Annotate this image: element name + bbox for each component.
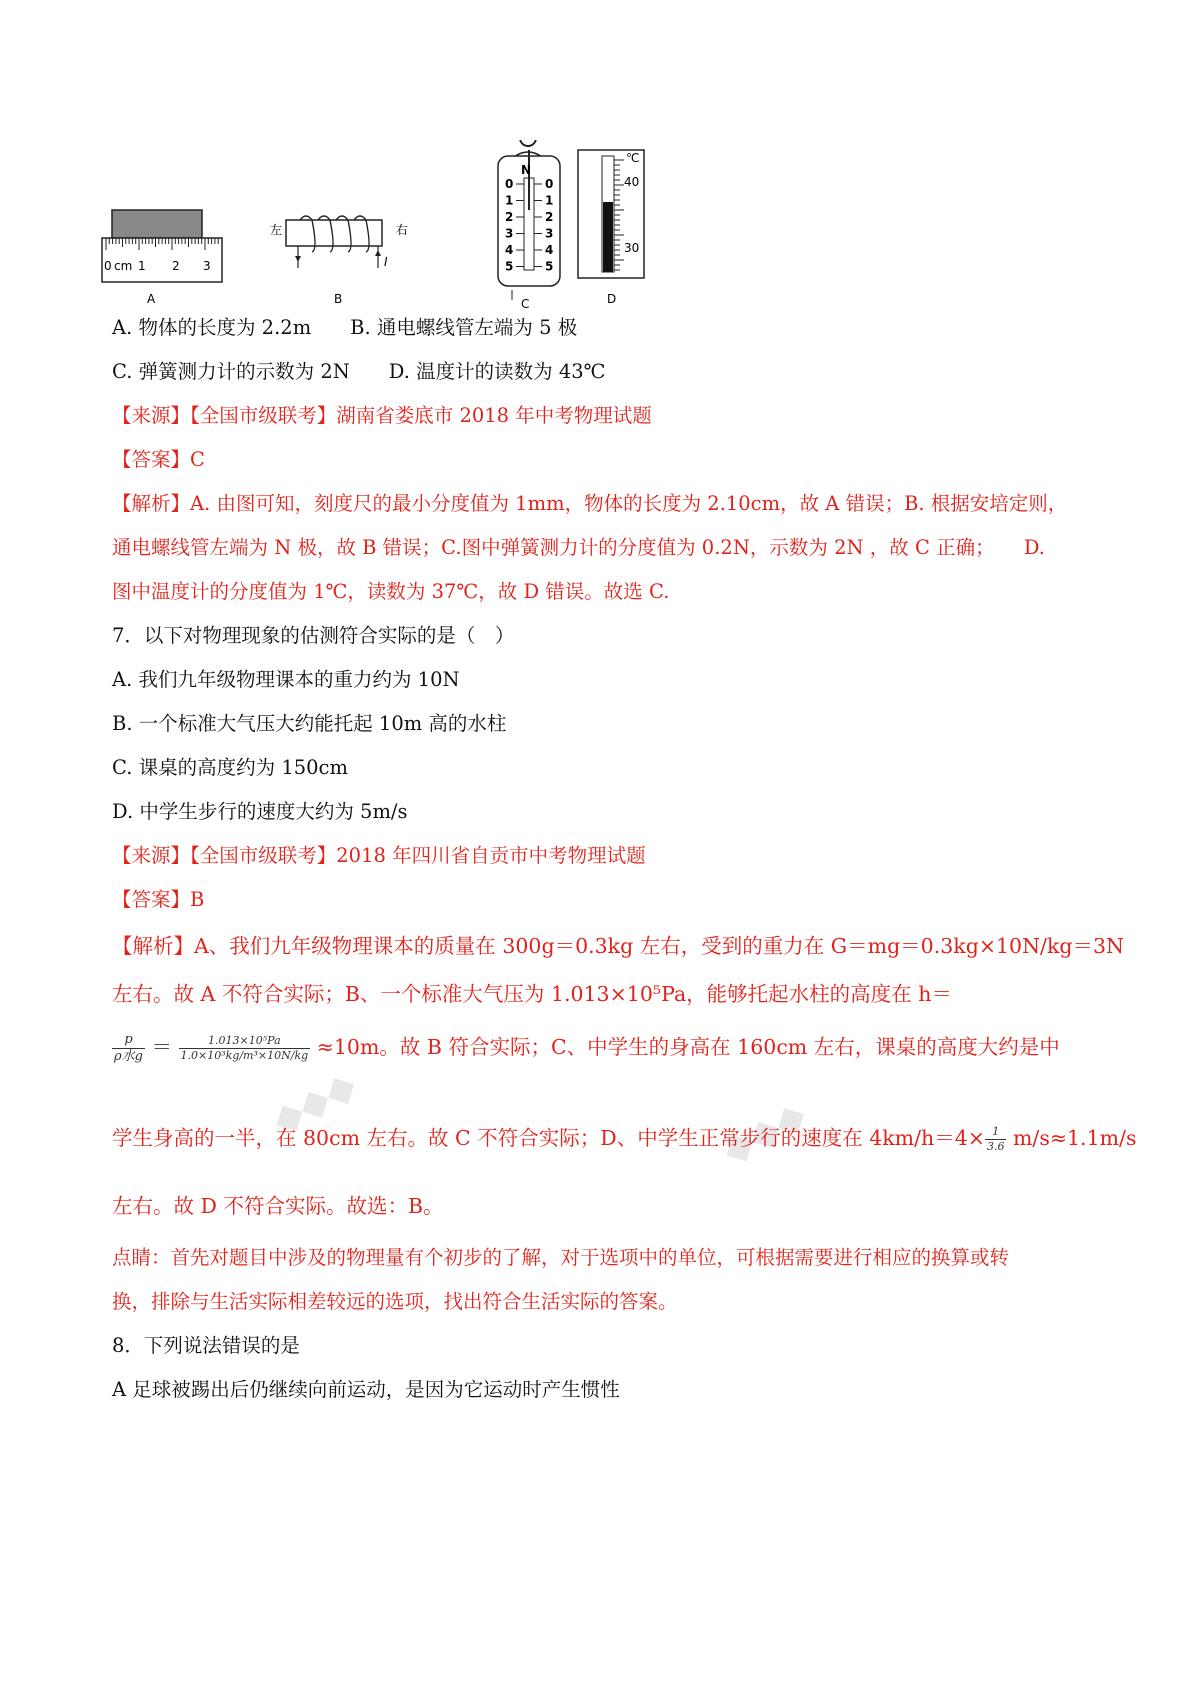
spring-tick-label: 5 [545, 259, 554, 274]
ruler-unit-label: cm [114, 259, 133, 273]
watermark: ◆◆◆ [714, 1091, 813, 1173]
spring-scale-figure [498, 140, 560, 311]
spring-tick-label: 3 [545, 226, 554, 241]
spring-tick-label: 5 [505, 259, 514, 274]
spring-tick-label: 4 [505, 243, 514, 257]
q8-option-a: A 足球被踢出后仍继续向前运动，是因为它运动时产生惯性 [112, 1378, 620, 1401]
q7-analysis-line5: 左右。故 D 不符合实际。故选：B。 [112, 1194, 444, 1218]
thermo-tick-label: 40 [624, 175, 640, 189]
watermark: ◆◆◆ [264, 1061, 363, 1143]
spring-tick-label: 0 [545, 177, 554, 191]
figures-panel [100, 140, 720, 340]
q6-analysis-line2: 通电螺线管左端为 N 极，故 B 错误；C.图中弹簧测力计的分度值为 0.2N，示数为 2N ，故 C 正确； D. [112, 536, 1045, 559]
q7-comment-line2: 换，排除与生活实际相差较远的选项，找出符合生活实际的答案。 [112, 1290, 678, 1313]
spring-tick-label: 3 [505, 226, 514, 241]
ruler-figure [102, 210, 222, 306]
ruler-tick-label: 3 [203, 259, 211, 273]
q6-answer: 【答案】C [112, 448, 205, 471]
thermo-tick-label: 30 [624, 241, 640, 255]
q7-analysis-line3 [112, 1032, 1060, 1065]
figure-label-d: D [607, 292, 617, 306]
ruler-tick-label: 1 [138, 259, 146, 273]
ruler-tick-label: 0 [104, 259, 112, 273]
current-label: I [384, 255, 388, 269]
solenoid-figure [270, 216, 408, 306]
fraction-denominator: ρ水g [114, 1049, 143, 1064]
pressure-fraction [179, 1034, 311, 1063]
q6-analysis-line3: 图中温度计的分度值为 1℃，读数为 37℃，故 D 错误。故选 C. [112, 580, 670, 603]
fraction-denominator: 3.6 [986, 1140, 1005, 1153]
q6-options-line1: A. 物体的长度为 2.2m B. 通电螺线管左端为 5 极 [112, 316, 578, 339]
spring-tick-label: 2 [545, 210, 554, 224]
fraction-numerator: p [112, 1032, 145, 1049]
figure-label-b: B [334, 292, 343, 306]
equals-sign: ＝ [151, 1035, 172, 1059]
q7-option-a: A. 我们九年级物理课本的重力约为 10N [112, 668, 460, 691]
thermometer-figure [578, 150, 644, 306]
q7-stem: 7．以下对物理现象的估测符合实际的是（ ） [112, 624, 515, 647]
coil-right-label: 右 [396, 223, 409, 237]
spring-tick-label: 1 [545, 193, 554, 208]
spring-tick-label: 0 [505, 177, 514, 191]
analysis-text: m/s≈1.1m/s [1006, 1126, 1137, 1150]
q6-source: 【来源】【全国市级联考】湖南省娄底市 2018 年中考物理试题 [112, 404, 652, 427]
thermo-unit-label: ℃ [626, 151, 640, 165]
spring-tick-label: 4 [545, 243, 554, 257]
fraction-denominator: 1.0×10³kg/m³×10N/kg [180, 1049, 309, 1062]
q7-analysis-line1: 【解析】A、我们九年级物理课本的质量在 300g＝0.3kg 左右，受到的重力在 G＝mg＝0.3kg×10N/kg＝3N [112, 934, 1124, 958]
q6-analysis-line1: 【解析】A. 由图可知，刻度尺的最小分度值为 1mm，物体的长度为 2.10cm，故 A 错误；B. 根据安培定则， [112, 492, 1068, 515]
ruler-tick-label: 2 [172, 259, 180, 273]
q7-answer: 【答案】B [112, 888, 205, 911]
q7-option-d: D. 中学生步行的速度大约为 5m/s [112, 800, 408, 823]
spring-tick-label: 2 [505, 210, 514, 224]
q6-options-line2: C. 弹簧测力计的示数为 2N D. 温度计的读数为 43℃ [112, 360, 606, 383]
fraction-numerator: 1 [985, 1125, 1007, 1140]
figure-label-a: A [147, 292, 156, 306]
coil-left-label: 左 [270, 223, 283, 237]
q7-analysis-line2: 左右。故 A 不符合实际；B、一个标准大气压为 1.013×10⁵Pa，能够托起水柱的高度在 h＝ [112, 982, 952, 1006]
speed-fraction [985, 1125, 1007, 1154]
q8-stem: 8．下列说法错误的是 [112, 1334, 300, 1357]
figure-label-c: C [521, 297, 530, 311]
q7-option-b: B. 一个标准大气压大约能托起 10m 高的水柱 [112, 712, 507, 735]
q7-comment-line1: 点睛：首先对题目中涉及的物理量有个初步的了解，对于选项中的单位，可根据需要进行相应的换算或转 [112, 1246, 1010, 1269]
analysis-text: 学生身高的一半，在 80cm 左右。故 C 不符合实际；D、中学生正常步行的速度在 4km/h＝4× [112, 1126, 985, 1150]
spring-unit-label: N [521, 163, 532, 177]
fraction-numerator: 1.013×10⁵Pa [179, 1034, 311, 1049]
q7-analysis-line4 [112, 1124, 1136, 1154]
q7-option-c: C. 课桌的高度约为 150cm [112, 756, 348, 779]
density-fraction [112, 1032, 145, 1065]
q7-source: 【来源】【全国市级联考】2018 年四川省自贡市中考物理试题 [112, 844, 646, 867]
spring-tick-label: 1 [505, 193, 514, 208]
analysis-text: ≈10m。故 B 符合实际；C、中学生的身高在 160cm 左右，课桌的高度大约是中 [316, 1035, 1060, 1059]
